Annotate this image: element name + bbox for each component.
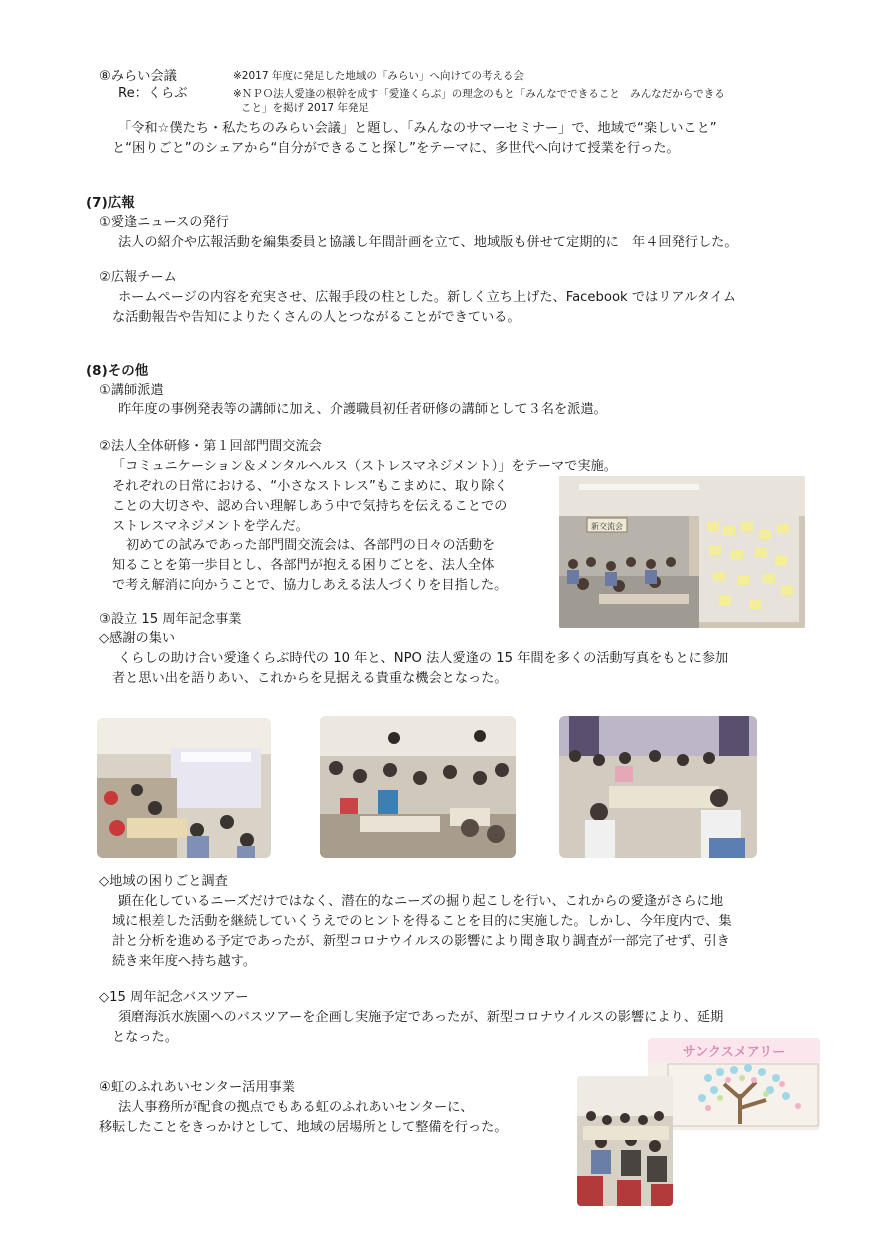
s8-item2-line6: 知ることを第一歩目とし、各部門が抱える困りごとを、法人全体 xyxy=(112,558,495,573)
s8-item2-line7: で考え解消に向かうことで、協力しあえる法人づくりを目指した。 xyxy=(112,578,508,593)
s8-item2-line2: それぞれの日常における、“小さなストレス”もこまめに、取り除く xyxy=(112,479,508,494)
s8-item3-sub: ◇感謝の集い xyxy=(99,631,176,646)
s7-item2-title: ②広報チーム xyxy=(99,270,177,285)
anniversary-photo-1 xyxy=(97,718,271,858)
anniversary-photo-2 xyxy=(320,716,516,858)
section-7-heading: (7)広報 xyxy=(86,195,135,211)
s7-item2-line1: ホームページの内容を充実させ、広報手段の柱とした。新しく立ち上げた、Facebook ではリアルタイム xyxy=(118,290,737,305)
mirai-note2-line2: こと」を掲げ 2017 年発足 xyxy=(241,102,369,114)
survey-line4: 続き来年度へ持ち越す。 xyxy=(112,954,257,969)
s7-item1-title: ①愛逢ニュースの発行 xyxy=(99,215,229,230)
s7-item2-line2: な活動報告や告知によりたくさんの人とつながることができている。 xyxy=(112,310,521,325)
center-gathering-photo xyxy=(577,1076,673,1206)
survey-line2: 域に根差した活動を継続していくうえでのヒントを得ることを目的に実施した。しかし、今年度内で、集 xyxy=(112,914,732,929)
s8-item1-title: ①講師派遣 xyxy=(99,383,164,398)
tree-banner-photo xyxy=(648,1038,820,1130)
s8-item2-line3: ことの大切さや、認め合い理解しあう中で気持ちを伝えることでの xyxy=(112,499,508,514)
s8-item3-line1: くらしの助け合い愛逢くらぶ時代の 10 年と、NPO 法人愛逢の 15 年間を多くの活動写真をもとに参加 xyxy=(118,651,729,666)
s8-item4-title: ④虹のふれあいセンター活用事業 xyxy=(99,1080,295,1095)
s8-item1-body: 昨年度の事例発表等の講師に加え、介護職員初任者研修の講師として３名を派遣。 xyxy=(118,402,607,417)
mirai-note2-line1: ※ＮＰＯ法人愛逢の根幹を成す「愛逢くらぶ」の理念のもと「みんなでできること みんなだからできる xyxy=(233,88,725,100)
mirai-heading: ⑧みらい会議 xyxy=(99,69,177,84)
s8-item3-title: ③設立 15 周年記念事業 xyxy=(99,612,242,627)
s8-item2-line4: ストレスマネジメントを学んだ。 xyxy=(112,519,309,534)
anniversary-photo-3 xyxy=(559,716,757,858)
bus-line1: 須磨海浜水族園へのバスツアーを企画し実施予定であったが、新型コロナウイルスの影響により、延期 xyxy=(118,1010,724,1025)
bus-title: ◇15 周年記念バスツアー xyxy=(99,990,249,1005)
s8-item2-line5: 初めての試みであった部門間交流会は、各部門の日々の活動を xyxy=(126,538,496,553)
mirai-body-line1: 「令和☆僕たち・私たちのみらい会議」と題し、「みんなのサマーセミナー」で、地域で“楽しいこと” xyxy=(118,121,717,136)
s8-item3-line2: 者と思い出を語りあい、これからを見据える貴重な機会となった。 xyxy=(112,671,508,686)
s8-item2-title: ②法人全体研修・第１回部門間交流会 xyxy=(99,439,322,454)
s8-item4-line1: 法人事務所が配食の拠点でもある虹のふれあいセンターに、 xyxy=(118,1100,474,1115)
bus-line2: となった。 xyxy=(112,1030,178,1045)
s7-item1-body: 法人の紹介や広報活動を編集委員と協議し年間計画を立て、地域版も併せて定期的に 年４回発行した。 xyxy=(118,235,738,250)
survey-title: ◇地域の困りごと調査 xyxy=(99,874,228,889)
survey-line3: 計と分析を進める予定であったが、新型コロナウイルスの影響により聞き取り調査が一部完了せず、引き xyxy=(112,934,730,949)
seminar-sign-text: 新交流会 xyxy=(591,522,623,531)
banner-title-text: サンクスメアリー xyxy=(682,1045,786,1060)
club-name: Re：くらぶ xyxy=(118,86,188,101)
seminar-photo xyxy=(559,476,805,628)
mirai-body-line2: と“困りごと”のシェアから“自分ができること探し”をテーマに、多世代へ向けて授業を行った。 xyxy=(112,141,680,156)
s8-item2-line1: 「コミュニケーション＆メンタルヘルス（ストレスマネジメント）」をテーマで実施。 xyxy=(112,459,617,474)
survey-line1: 顕在化しているニーズだけではなく、潜在的なニーズの掘り起こしを行い、これからの愛逢がさらに地 xyxy=(118,894,724,909)
s8-item4-line2: 移転したことをきっかけとして、地域の居場所として整備を行った。 xyxy=(99,1120,508,1135)
section-8-heading: (8)その他 xyxy=(86,363,149,379)
mirai-note1: ※2017 年度に発足した地域の「みらい」へ向けての考える会 xyxy=(233,70,524,82)
